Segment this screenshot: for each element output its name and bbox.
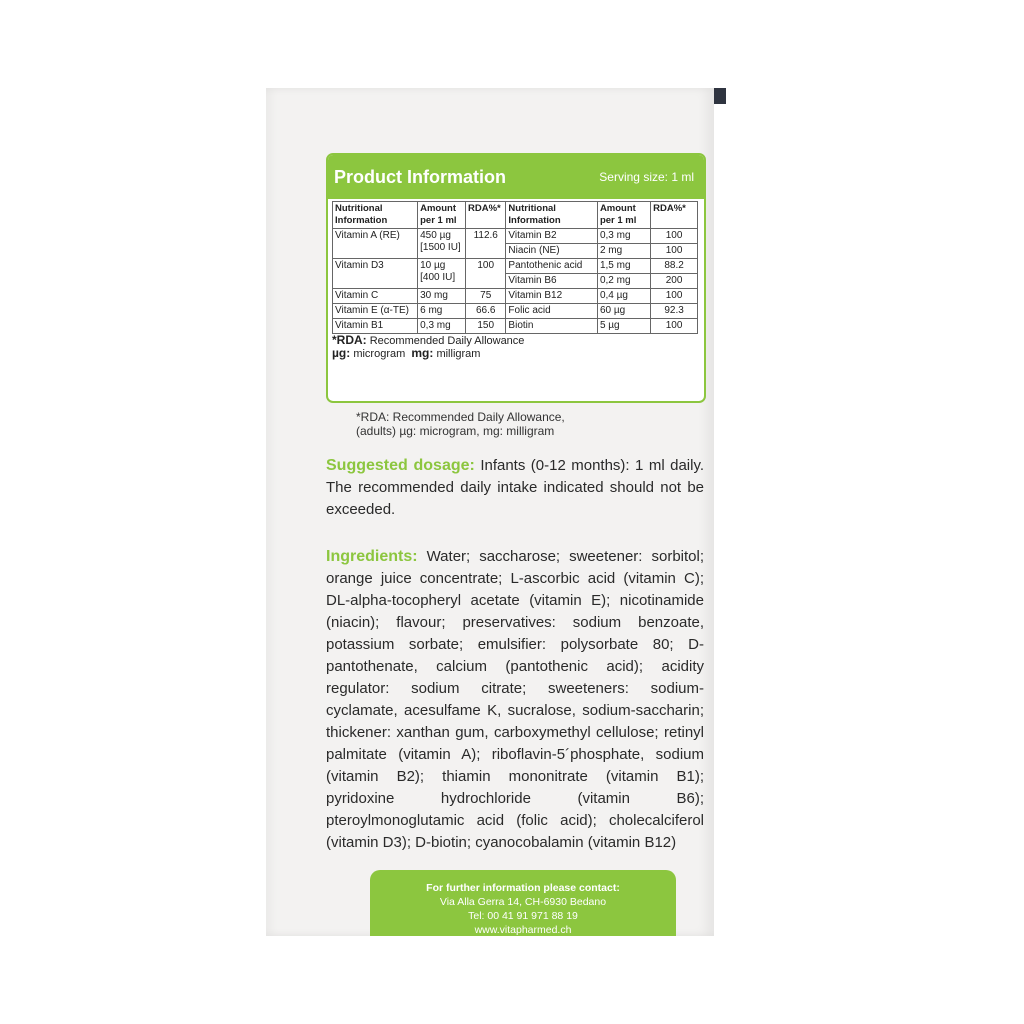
table-row [333,229,698,244]
nutrient-name: Vitamin B1 [333,319,418,334]
nutrient-amount: 60 µg [597,304,650,319]
nutrient-name: Folic acid [506,304,598,319]
nutrient-name: Vitamin E (α-TE) [333,304,418,319]
nutrition-table [332,201,698,334]
nutrient-amount: 30 mg [418,289,466,304]
table-row [333,259,698,274]
header-rda-right: RDA%* [651,202,698,229]
ug-label: µg: [332,346,351,360]
rda-note [356,410,676,438]
rda-note-line-1: *RDA: Recommended Daily Allowance, [356,410,565,424]
ug-text: microgram [353,348,406,360]
contact-title: For further information please contact: [426,882,620,894]
mg-label: mg: [411,346,434,360]
nutrient-name: Vitamin D3 [333,259,418,289]
serving-size: Serving size: 1 ml [599,170,694,184]
units-footnote-line [332,347,704,360]
mg-text: milligram [436,348,481,360]
nutrient-name: Biotin [506,319,598,334]
nutrient-amount: 1,5 mg [597,259,650,274]
nutrient-amount: 0,4 µg [597,289,650,304]
nutrient-name: Niacin (NE) [506,244,598,259]
nutrient-rda: 112.6 [466,229,506,259]
panel-header [328,155,704,199]
header-amount-right: Amount per 1 ml [597,202,650,229]
table-row [333,319,698,334]
nutrient-rda: 66.6 [466,304,506,319]
rda-text: Recommended Daily Allowance [369,335,525,347]
panel-title: Product Information [334,166,506,187]
nutrient-rda: 150 [466,319,506,334]
contact-website: www.vitapharmed.ch [474,924,572,936]
nutrient-rda: 200 [651,274,698,289]
nutrient-amount: 0,2 mg [597,274,650,289]
table-header-row [333,202,698,229]
ingredients-text: Water; saccharose; sweetener: sorbitol; orange juice concentrate; L-ascorbic acid (vitamin C); DL-alpha-tocopheryl acetate (vitamin E); nicotinamide (niacin); flavour; preservatives: sodium benzoate, potassium sorbate; emulsifier: polysorbate 80; D-pantothenate, calcium (pantothenic acid); acidity regulator: sodium citrate; sweeteners: sodium-cyclamate, acesulfame K, sucralose, sodium-saccharin; thickener: xanthan gum, carboxymethyl cellulose; retinyl palmitate (vitamin A); riboflavin-5´phosphate, sodium (vitamin B2); thiamin mononitrate (vitamin B1); pyridoxine hydrochloride (vitamin B6); pteroylmonoglutamic acid (folic acid); cholecalciferol (vitamin D3); D-biotin; cyanocobalamin (vitamin B12) [326,548,704,851]
nutrient-rda: 100 [651,319,698,334]
contact-phone: Tel: 00 41 91 971 88 19 [468,910,578,922]
ingredients-section [326,546,704,854]
nutrient-amount: 10 µg [400 IU] [418,259,466,289]
nutrient-amount: 450 µg [1500 IU] [418,229,466,259]
nutrient-amount: 5 µg [597,319,650,334]
header-nutritional-left: Nutritional Information [333,202,418,229]
panel-footnote [332,334,704,360]
nutrient-name: Vitamin B6 [506,274,598,289]
nutrient-amount: 6 mg [418,304,466,319]
dosage-heading: Suggested dosage: [326,457,475,474]
nutrient-rda: 100 [651,244,698,259]
nutrient-rda: 100 [651,229,698,244]
nutrient-rda: 88.2 [651,259,698,274]
table-row [333,304,698,319]
nutrient-name: Vitamin B2 [506,229,598,244]
box-edge-shadow [712,88,726,104]
ingredients-heading: Ingredients: [326,548,418,565]
header-nutritional-right: Nutritional Information [506,202,598,229]
rda-footnote-line [332,334,704,347]
nutrient-name: Vitamin C [333,289,418,304]
nutrient-rda: 100 [651,289,698,304]
nutrient-rda: 75 [466,289,506,304]
nutrient-rda: 92.3 [651,304,698,319]
rda-note-line-2: (adults) µg: microgram, mg: milligram [356,424,555,438]
table-row [333,289,698,304]
nutrient-amount: 0,3 mg [418,319,466,334]
product-information-panel [326,153,706,403]
contact-address: Via Alla Gerra 14, CH-6930 Bedano [439,896,607,908]
nutrient-name: Vitamin A (RE) [333,229,418,259]
nutrient-amount: 2 mg [597,244,650,259]
dosage-text: Infants (0-12 months): 1 ml daily. The recommended daily intake indicated should not be exceeded. [326,457,705,518]
nutrient-name: Vitamin B12 [506,289,598,304]
nutrient-name: Pantothenic acid [506,259,598,274]
dosage-section [326,455,704,521]
header-rda-left: RDA%* [466,202,506,229]
header-amount-left: Amount per 1 ml [418,202,466,229]
nutrient-rda: 100 [466,259,506,289]
contact-box [370,870,676,936]
nutrient-amount: 0,3 mg [597,229,650,244]
rda-label: *RDA: [332,333,367,347]
